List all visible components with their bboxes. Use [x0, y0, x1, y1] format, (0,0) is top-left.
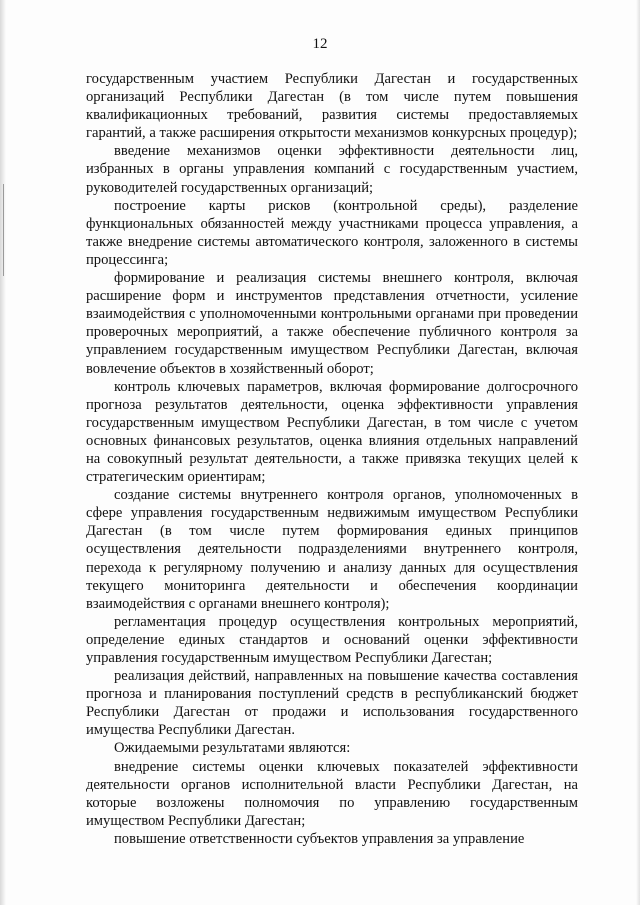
paragraph: создание системы внутреннего контроля органов, уполномоченных в сфере управления государственным недвижимым имуществом Республики Дагестан (в том числе путем формирования единых принципов осуществления деятельности подразделениями внутреннего контроля, перехода к регулярному получению и анализу данных для осуществления текущего мониторинга деятельности и обеспечения координации взаимодействия с органами внешнего контроля);	[86, 487, 578, 612]
paragraph: внедрение системы оценки ключевых показателей эффективности деятельности органов исполнительной власти Республики Дагестан, на которые возложены полномочия по управлению государственным имуществом Республики Дагестан;	[86, 758, 578, 829]
paragraph: Ожидаемыми результатами являются:	[114, 740, 351, 757]
document-body	[86, 70, 578, 848]
page-number: 12	[312, 36, 328, 52]
paragraph: построение карты рисков (контрольной среды), разделение функциональных обязанностей между участниками процесса управления, а также внедрение системы автоматического контроля, заложенного в системы процессинга;	[86, 197, 578, 268]
paragraph: реализация действий, направленных на повышение качества составления прогноза и планирования поступлений средств в республиканский бюджет Республики Дагестан от продажи и использования государственного имущества Республики Дагестан.	[86, 668, 578, 739]
paragraph: формирование и реализация системы внешнего контроля, включая расширение форм и инструментов представления отчетности, усиление взаимодействия с уполномоченными контрольными органами при проведении проверочных мероприятий, а также обеспечение публичного контроля за управлением государственным имуществом Республики Дагестан, включая вовлечение объектов в хозяйственный оборот;	[86, 270, 578, 377]
paragraph: введение механизмов оценки эффективности деятельности лиц, избранных в органы управления компаний с государственным участием, руководителей государственных организаций;	[86, 143, 578, 196]
margin-mark	[3, 184, 4, 276]
scan-edge-left	[0, 0, 6, 905]
paragraph: государственным участием Республики Дагестан и государственных организаций Республики Дагестан (в том числе путем повышения квалификационных требований, развития системы предоставляемых гарантий, а также расширения открытости механизмов конкурсных процедур);	[86, 71, 578, 142]
scan-edge-right	[636, 0, 640, 905]
paragraph: регламентация процедур осуществления контрольных мероприятий, определение единых стандартов и оснований оценки эффективности управления государственным имуществом Республики Дагестан;	[86, 613, 578, 666]
paragraph: повышение ответственности субъектов управления за управление	[114, 830, 525, 847]
paragraph: контроль ключевых параметров, включая формирование долгосрочного прогноза результатов деятельности, оценка эффективности управления государственным имуществом Республики Дагестан, в том числе с учетом основных финансовых результатов, оценка влияния отдельных направлений на совокупный результат деятельности, а также привязка текущих целей к стратегическим ориентирам;	[86, 378, 578, 486]
